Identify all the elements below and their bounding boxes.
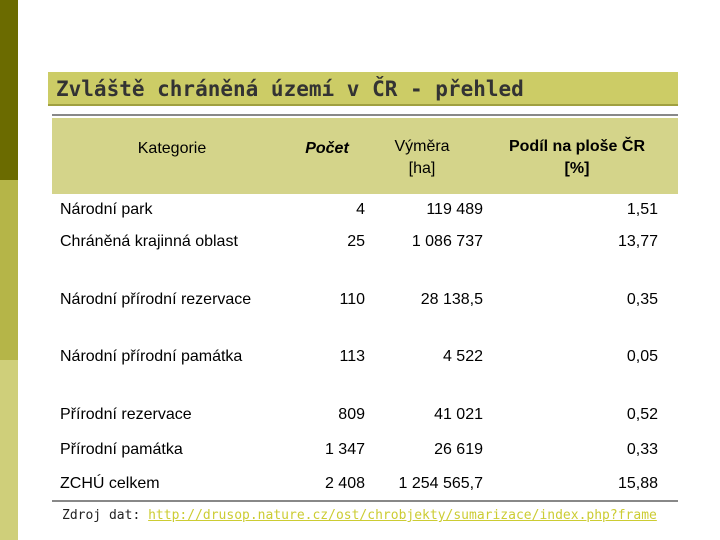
header-vymera-line2: [ha]: [408, 160, 436, 177]
cell-vymera: 1 086 737: [411, 233, 483, 250]
cell-pocet: 2 408: [324, 475, 365, 492]
decor-stripe-bottom: [0, 360, 18, 540]
cell-vymera: 1 254 565,7: [398, 475, 483, 492]
header-vymera-line1: Výměra: [394, 138, 450, 155]
page-title: Zvláště chráněná území v ČR - přehled: [56, 77, 524, 101]
source-label: Zdroj dat:: [62, 508, 141, 523]
cell-vymera: 119 489: [426, 201, 483, 218]
cell-kategorie: Přírodní památka: [60, 441, 183, 458]
cell-podil: 15,88: [617, 475, 658, 492]
overview-table: [52, 118, 678, 492]
table-row: [52, 475, 678, 499]
table-top-rule: [52, 114, 678, 116]
cell-kategorie: Národní přírodní památka: [60, 348, 243, 365]
cell-podil: 0,05: [626, 348, 658, 365]
cell-kategorie: Národní park: [60, 201, 153, 218]
cell-podil: 0,52: [626, 406, 658, 423]
header-podil-line1: Podíl na ploše ČR: [508, 138, 645, 155]
header-pocet: Počet: [305, 140, 349, 157]
cell-kategorie: Národní přírodní rezervace: [60, 291, 252, 308]
cell-pocet: 1 347: [324, 441, 365, 458]
cell-vymera: 41 021: [434, 406, 483, 423]
header-podil: [492, 136, 662, 180]
cell-podil: 13,77: [617, 233, 658, 250]
table-header: [52, 118, 678, 194]
table-row: [52, 201, 678, 225]
decor-stripe-middle: [0, 180, 18, 360]
cell-kategorie: Přírodní rezervace: [60, 406, 192, 423]
decor-stripe-top: [0, 0, 18, 180]
title-bar: [48, 72, 678, 106]
cell-pocet: 110: [339, 291, 365, 308]
header-vymera: [372, 136, 472, 180]
table-row: [52, 291, 678, 315]
cell-vymera: 28 138,5: [420, 291, 483, 308]
header-podil-line2: [%]: [564, 160, 590, 177]
cell-vymera: 4 522: [442, 348, 483, 365]
header-kategorie: Kategorie: [137, 140, 207, 157]
source-link[interactable]: http://drusop.nature.cz/ost/chrobjekty/sumarizace/index.php?frame: [148, 508, 657, 523]
cell-podil: 0,33: [626, 441, 658, 458]
cell-pocet: 113: [339, 348, 365, 365]
table-row: [52, 233, 678, 257]
cell-podil: 0,35: [626, 291, 658, 308]
table-bottom-rule: [52, 500, 678, 502]
cell-pocet: 809: [338, 406, 365, 423]
table-row: [52, 441, 678, 465]
cell-podil: 1,51: [626, 201, 658, 218]
cell-vymera: 26 619: [434, 441, 483, 458]
table-row: [52, 348, 678, 372]
cell-kategorie: Chráněná krajinná oblast: [60, 233, 238, 250]
table-row: [52, 406, 678, 430]
cell-pocet: 4: [356, 201, 365, 218]
cell-pocet: 25: [347, 233, 365, 250]
source-note: [62, 508, 657, 523]
cell-kategorie: ZCHÚ celkem: [60, 475, 160, 492]
